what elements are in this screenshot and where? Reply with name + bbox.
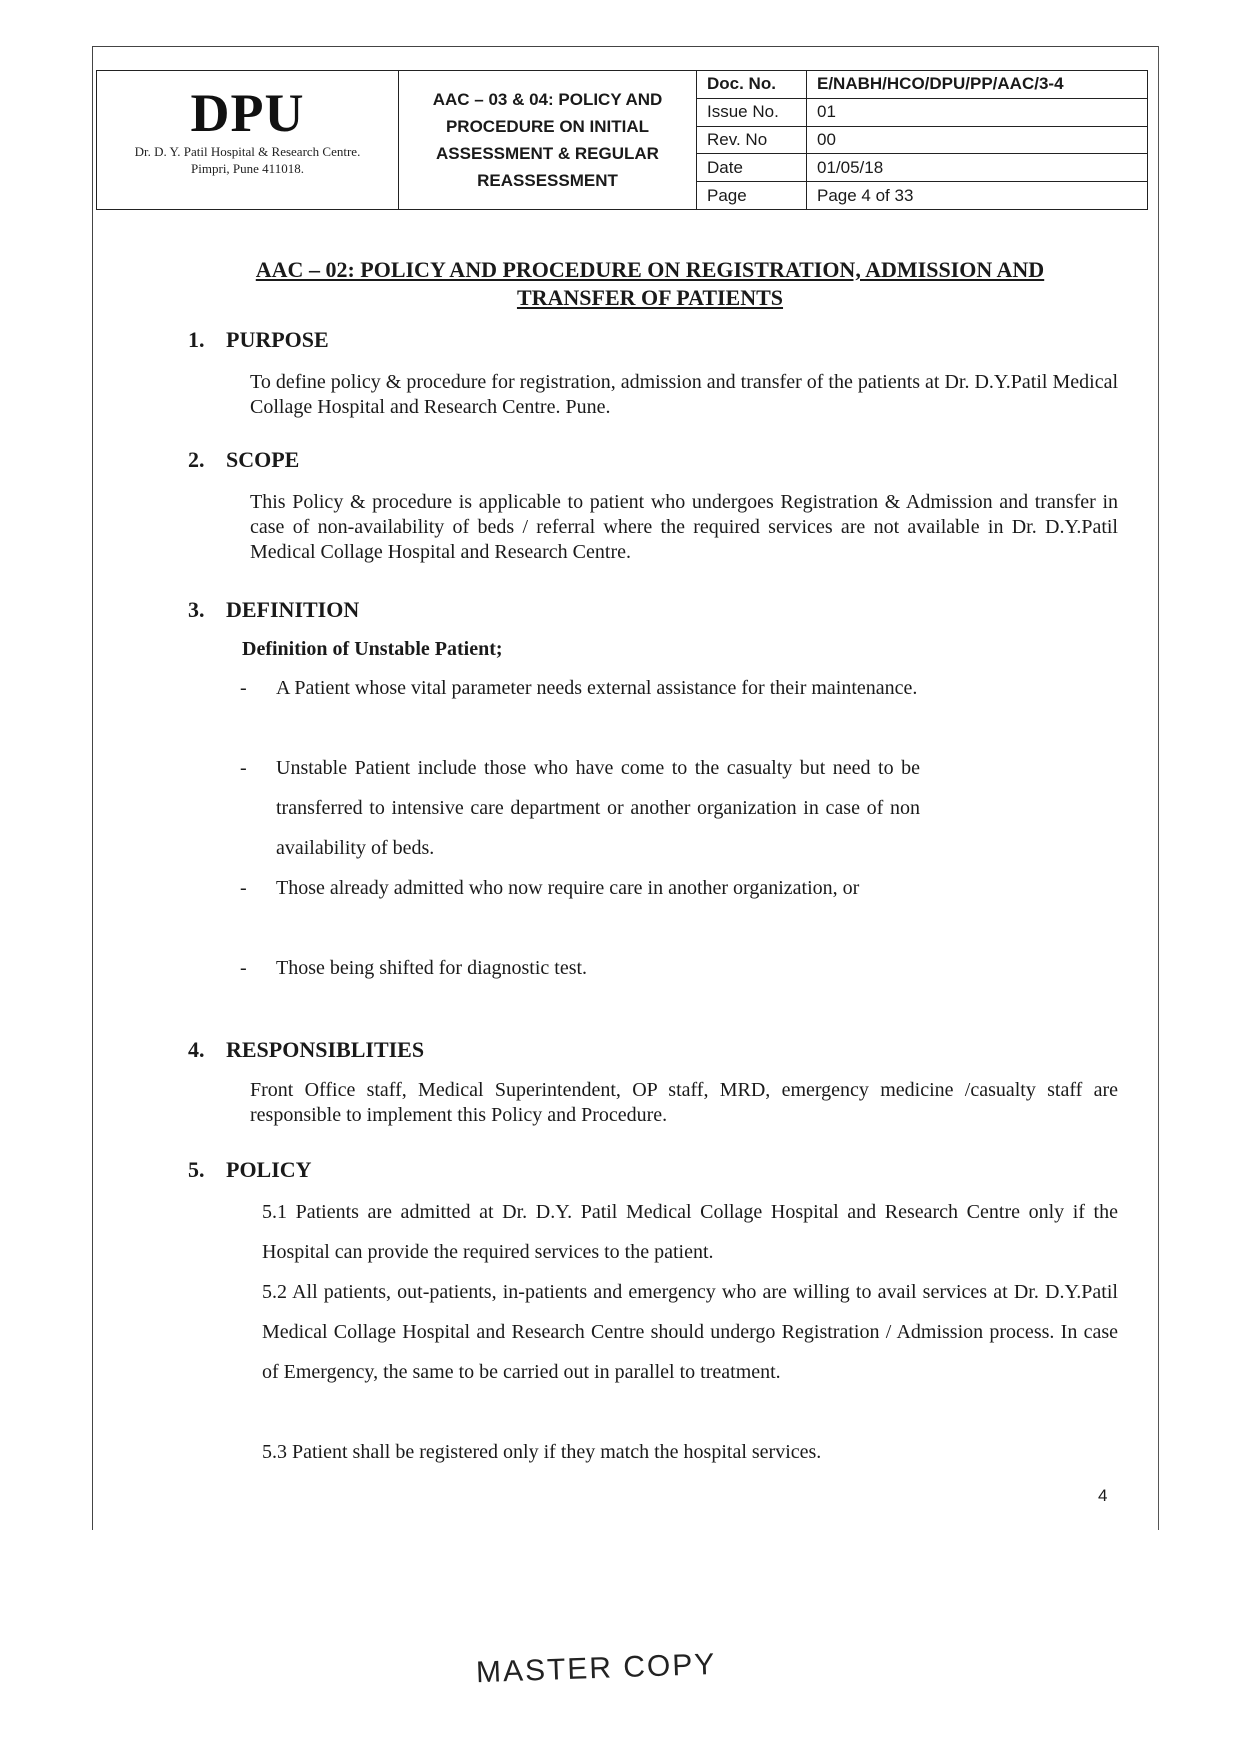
dpu-logo: DPU: [190, 83, 305, 143]
policy-item-5-2: [262, 1272, 1118, 1392]
scope-text: This Policy & procedure is applicable to patient who undergoes Registration & Admission and transfer in case of non-availability of beds / referral where the required services are not available in Dr. D.Y.Patil Medical Collage Hospital and Research Centre.: [250, 491, 1118, 563]
list-item: [240, 748, 920, 868]
list-item: [240, 668, 920, 708]
policy-item-text: Patients are admitted at Dr. D.Y. Patil Medical Collage Hospital and Research Centre only if the Hospital can provide the required services to the patient.: [262, 1201, 1118, 1263]
section-heading-definition: [188, 596, 359, 624]
logo-address-line2: Pimpri, Pune 411018.: [191, 161, 304, 176]
master-copy-stamp: MASTER COPY: [475, 1647, 717, 1690]
page-frame-left: [92, 46, 93, 1530]
responsibilities-text: Front Office staff, Medical Superintendent, OP staff, MRD, emergency medicine /casualty staff are responsible to implement this Policy and Procedure.: [250, 1079, 1118, 1126]
document-title: [150, 256, 1150, 312]
document-header: [96, 70, 1148, 210]
definition-subheading: Definition of Unstable Patient;: [242, 638, 503, 660]
bullet-dash: -: [240, 757, 247, 779]
meta-value: E/NABH/HCO/DPU/PP/AAC/3-4: [817, 74, 1064, 94]
section-heading-purpose: [188, 326, 329, 354]
policy-item-text: All patients, out-patients, in-patients and emergency who are willing to avail services at Dr. D.Y.Patil Medical Collage Hospital and Research Centre should undergo Registration / Admission process. In case of Emergency, the same to be carried out in parallel to treatment.: [262, 1281, 1118, 1383]
meta-label: Doc. No.: [697, 71, 807, 98]
list-item: [240, 868, 920, 908]
bullet-text: Unstable Patient include those who have come to the casualty but need to be transferred to intensive care department or another organization in case of non availability of beds.: [276, 757, 920, 859]
meta-label: Date: [697, 154, 807, 181]
section-title: RESPONSIBLITIES: [226, 1037, 425, 1062]
policy-item-number: 5.1: [262, 1201, 287, 1223]
list-item: [240, 948, 920, 988]
section-number: 2.: [188, 447, 205, 472]
section-heading-responsibilities: [188, 1036, 424, 1064]
bullet-text: Those already admitted who now require care in another organization, or: [276, 877, 860, 899]
meta-row-rev-no: [697, 127, 1147, 155]
section-heading-policy: [188, 1156, 312, 1184]
section-title: DEFINITION: [226, 597, 360, 622]
page-number: 4: [1098, 1486, 1108, 1505]
logo-cell: [97, 71, 399, 209]
bullet-dash: -: [240, 677, 247, 699]
section-number: 4.: [188, 1037, 205, 1062]
meta-label: Issue No.: [697, 99, 807, 126]
page-frame-right: [1158, 46, 1159, 1530]
purpose-text: To define policy & procedure for registration, admission and transfer of the patients at Dr. D.Y.Patil Medical Collage Hospital and Research Centre. Pune.: [250, 371, 1118, 418]
section-title: SCOPE: [226, 447, 300, 472]
logo-address-line1: Dr. D. Y. Patil Hospital & Research Centre.: [134, 144, 361, 159]
meta-value: 01/05/18: [817, 157, 884, 177]
document-title-line1: AAC – 02: POLICY AND PROCEDURE ON REGISTRATION, ADMISSION AND: [255, 257, 1045, 282]
document-title-line2: TRANSFER OF PATIENTS: [516, 285, 784, 310]
bullet-text: A Patient whose vital parameter needs external assistance for their maintenance.: [276, 677, 918, 699]
page-frame-top: [92, 46, 1158, 47]
meta-row-date: [697, 154, 1147, 182]
meta-row-issue-no: [697, 99, 1147, 127]
meta-value: 01: [817, 102, 836, 122]
policy-item-number: 5.2: [262, 1281, 287, 1303]
meta-row-doc-no: [697, 71, 1147, 99]
header-title: AAC – 03 & 04: POLICY AND PROCEDURE ON INITIAL ASSESSMENT & REGULAR REASSESSMENT: [399, 71, 697, 209]
policy-item-5-1: [262, 1192, 1118, 1272]
meta-value: 00: [817, 129, 836, 149]
section-number: 5.: [188, 1157, 205, 1182]
bullet-dash: -: [240, 877, 247, 899]
meta-label: Rev. No: [697, 127, 807, 154]
policy-item-number: 5.3: [262, 1441, 287, 1463]
section-heading-scope: [188, 446, 299, 474]
section-number: 3.: [188, 597, 205, 622]
section-title: POLICY: [226, 1157, 312, 1182]
policy-item-5-3: [262, 1432, 1118, 1472]
bullet-text: Those being shifted for diagnostic test.: [276, 957, 588, 979]
policy-item-text: Patient shall be registered only if they match the hospital services.: [292, 1441, 822, 1463]
doc-meta-table: [697, 71, 1147, 209]
section-title: PURPOSE: [226, 327, 329, 352]
meta-value: Page 4 of 33: [817, 185, 914, 205]
bullet-dash: -: [240, 957, 247, 979]
section-number: 1.: [188, 327, 205, 352]
meta-label: Page: [697, 182, 807, 209]
meta-row-page: [697, 182, 1147, 209]
